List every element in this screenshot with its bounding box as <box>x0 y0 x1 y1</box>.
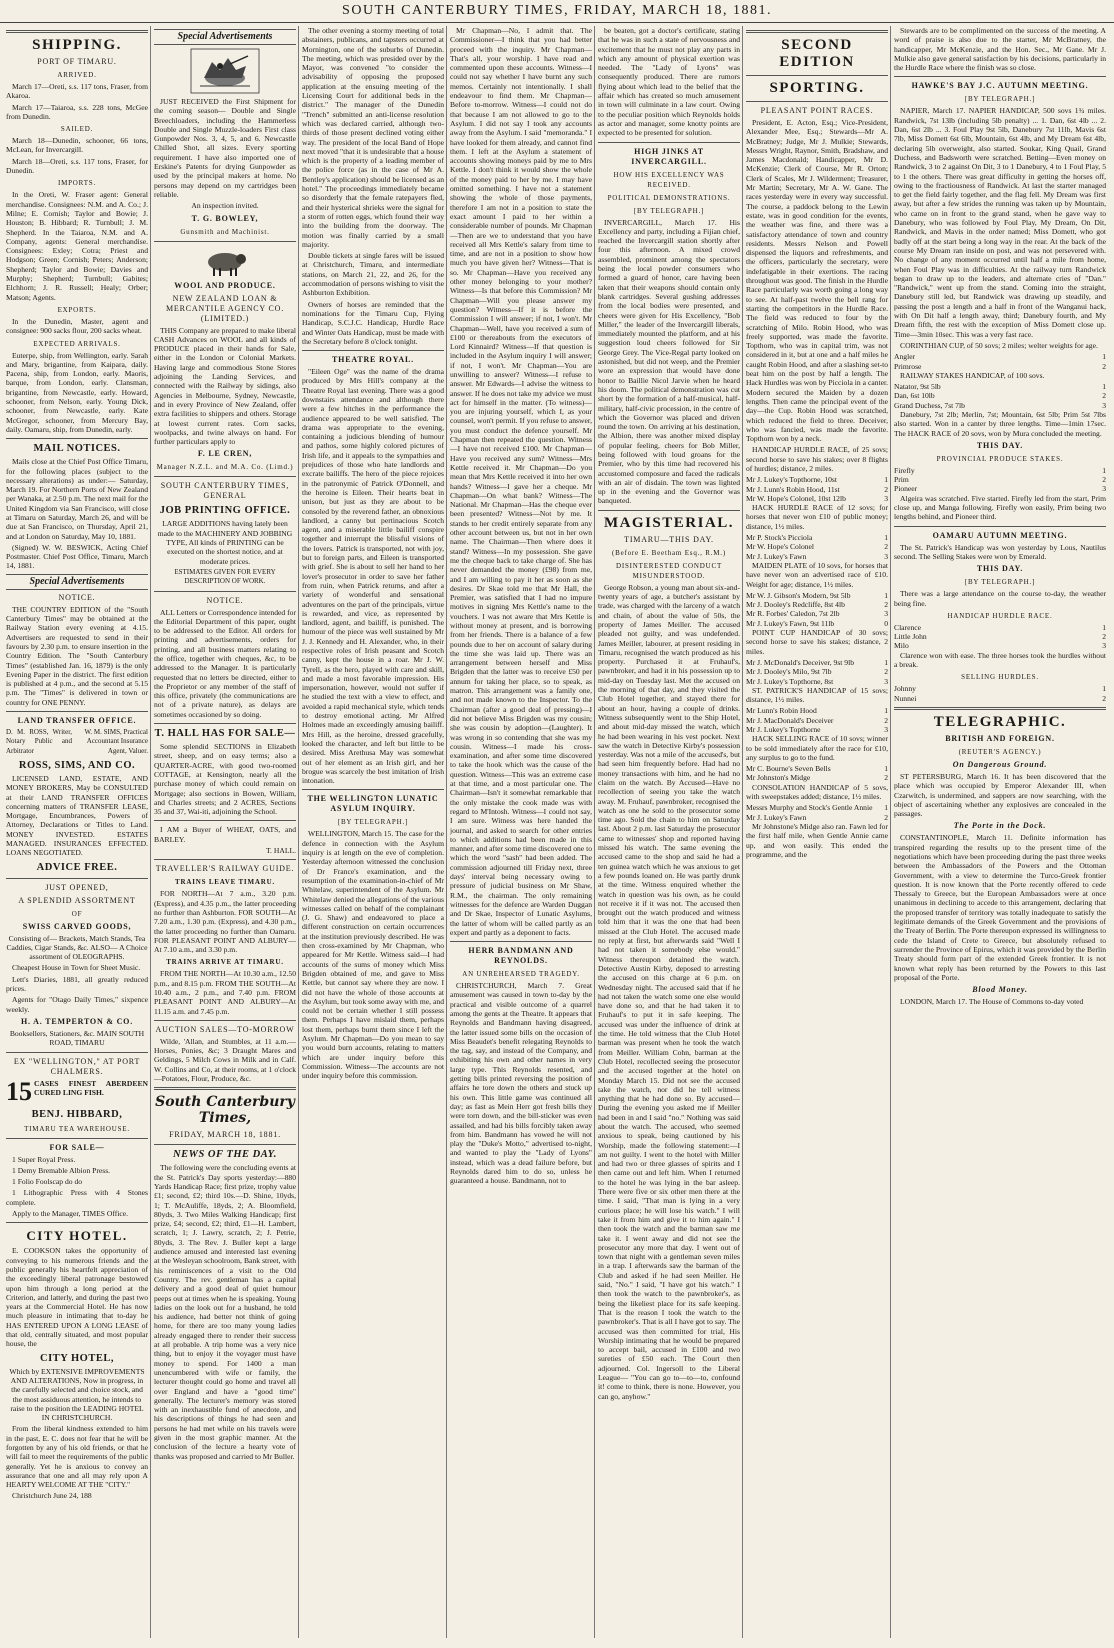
result-horse: Prim <box>894 475 909 485</box>
nzl-heading: NEW ZEALAND LOAN & MERCANTILE AGENCY CO. (LIMITED.) <box>165 293 285 323</box>
job-printing-heading: JOB PRINTING OFFICE. <box>159 505 291 517</box>
result-horse: Mr C. Bourne's Seven Bells <box>746 764 831 774</box>
hurdle-text: Clarence won with ease. The three horses took the hurdles without a break. <box>894 650 1106 670</box>
result-place: 3 <box>884 551 888 561</box>
exports-text: In the Dunedin, Master, agent and consignee: 900 sacks flour, 200 sacks wheat. <box>6 316 148 336</box>
race-results <box>746 445 888 822</box>
special-ads-heading: Special Advertisements <box>154 29 296 45</box>
pleasant-point-heading: PLEASANT POINT RACES. <box>760 106 874 115</box>
special-ads-heading: Special Advertisements <box>6 574 148 590</box>
hawkes-bay-text: NAPIER, March 17. NAPIER HANDICAP, 500 sovs 1¾ miles. Randwick, 7st 13lb (including 5lb penalty) ... 1. Dan, 6st 4lb ... 2. Dan, 6st 2lb ... 3. Foul Play 9st 5lb, Danebury 7st 11lb, Mavis 6st 7lb, Miss Domett 6st 6lb, Mountain, 6st 4lb, and My Dream 6st 4lb, declaring 5lb overweight, also started. Soukar, King Quail, Grand Duchess, and Badsworth were scratched. Betting—Even money on Randwick, 3 to 2 against On Dit, 3 to 1 Danebury, 4 to 1 Foul Play, 5 to 1 the others. There was great difficulty in getting the horses off, owing to the fractiousness of Randwick. At last the starter managed to get the field fairly together, and the flag fell. My Dream was first away, but after a few strides the running was taken up by Mountain, who came on in front to the grand stand, when he gave way to Danebury, who was followed by Foul Play, My Dream, On Dit, Randwick, and Mavis in the order named; Miss Domett, who got badly off at the start being a long way in the rear. At the back of the course My Dream ran inside on post, and was not persevered with. No change of any moment occurred until half a mile from home, when Foul Play was in difficulties. At the railway turn Randwick began to draw up to the leaders, and alternate cries of "Dan." "Randwick," went up from the stand. Coming into the straight, Danebury still led, but Randwick was drawing up steadily, and passing the post a length and a half in front of the Wanganui hack, with On Dit half a length away, third; Danebury fourth, and My Dream fifth, the rest with the exception of Miss Domett close up. Time—3min 10sec. This was a very fast race. <box>894 106 1106 339</box>
hawkes-bay-heading: HAWKE'S BAY J.C. AUTUMN MEETING. <box>911 81 1089 91</box>
lecren-sub: Manager N.Z.L. and M.A. Co. (Limd.) <box>156 463 294 472</box>
result-horse: Pioneer <box>894 484 918 494</box>
result-horse: Angler <box>894 352 916 362</box>
port-heading: PORT OF TIMARU. <box>37 57 117 66</box>
city-hotel-heading: CITY HOTEL. <box>26 1228 128 1244</box>
result-row <box>746 600 888 609</box>
double-rule <box>154 1087 296 1090</box>
for-sale-item: 1 Folio Foolscap do do <box>12 1177 83 1187</box>
result-place: 2 <box>884 773 888 783</box>
result-horse: Mr R. Forbes' Caledon, 7st 2lb <box>746 609 840 619</box>
trains-arrive-text: FROM THE NORTH—At 10.30 a.m., 12.50 p.m., and 8.15 p.m. FROM THE SOUTH—At 10.40 a.m., 2 p.m., and 7.40 p.m. FROM PLEASANT POINT AND ALBURY—At 11.15 a.m. and 7.45 p.m. <box>154 969 296 1016</box>
rule <box>6 438 148 439</box>
result-horse: Mr J. Lukey's Topthorne, 10st <box>746 475 837 485</box>
just-opened: JUST OPENED, <box>45 882 109 892</box>
buyer-text: I AM a Buyer of WHEAT, OATS, and BARLEY. <box>154 825 296 844</box>
gunsmith-inspection: An inspection invited. <box>191 201 259 211</box>
result-place: 1 <box>1102 352 1106 362</box>
rule <box>154 591 296 592</box>
land-transfer-partners <box>6 728 148 756</box>
column-4 <box>450 26 592 1638</box>
cases-text: CASES FINEST ABERDEEN CURED LING FISH. <box>34 1078 148 1097</box>
result-row <box>746 494 888 503</box>
temperton-text: Booksellers, Stationers, &c. MAIN SOUTH ROAD, TIMARU <box>9 1028 145 1048</box>
article-text: The other evening a stormy meeting of total abstainers, publicans, and tapsters occurred at Mornington, one of the suburbs of Dunedin. The meeting, which was presided over by the Mayor, was convened "to consider the advisability of opposing the proposed application at the ensuing meeting of the Licensing Court for additional beds in the district." The manager of the Dunedin "Trench" submitted an anti-license resolution which was declared carried, although two-thirds of those present declined voting either way. The president of the local Band of Hope next moved "that it is undesirable that a house which is the property of a leading member of the police force (as in the case of Mr A. Bentley's application) should be licensed as an hotel." The proceedings immediately became so disorderly that the female ratepayers fled, and their hysterical shrieks were the signal for a storm of rotten eggs, which found their way into the building from the doorway. The motion was finally carried by a small majority. <box>302 26 444 249</box>
advice-free: ADVICE FREE. <box>36 861 118 873</box>
column-1 <box>6 26 148 1638</box>
result-place: 3 <box>884 493 888 503</box>
column-5 <box>598 26 740 1638</box>
rule <box>598 510 740 511</box>
race-name: HACK SELLING RACE of 10 sovs; winner to be sold immediately after the race for £10, any surplus to go to the fund. <box>746 734 888 762</box>
rule <box>746 75 888 76</box>
result-place: 3 <box>884 725 888 734</box>
notice-heading: NOTICE. <box>58 592 96 602</box>
news-text: The following were the concluding events at the St. Patrick's Day sports yesterday:—880 Yards Handicap Race; first prize, trophy value £1; second, £2; third 10s.—D. Shine, 10yds, 1; T. McAuliffe, 18yds, 2; A. Bloomfield, 80yds, 3. Two Miles Walking Handicap; first prize, £4; second, £2; third, £1—H. Lambert, scratch, 1; J. Lawry, scratch, 2; J. Petrie, 80yds, 3. The Rev. J. Buller kept a large audience amused and interested last evening at the Wesleyan schoolroom, Bank street, with his reminiscences of a visit to the Old Country. The rev. gentleman has a capital delivery and a good deal of quiet humour peeps out at times when he is speaking. Young ladies on the look out for a husband, he told his audience, had better not think of going home, for there are too many young ladies already engaged there to render their success at all probable. A trip home was a very nice thing, but to enjoy it the voyager must have money to spend. For 1400 a man unencumbered with wife or family, the lecturer thought could go home and travel all over England and have a "good time" generally. The lecturer's memory was stored with an inexhaustible fund of anecdote, and his descriptions of things he had seen and persons he had met while on his travels were given in the most graphic manner. At the conclusion of the lecture a hearty vote of thanks was proposed and carried to Mr Buller. <box>154 1163 296 1461</box>
rule <box>6 1222 148 1223</box>
rule <box>154 476 296 477</box>
result-horse: Mr J. Dooley's Milo, 9st 7lb <box>746 667 832 677</box>
for-sale-item: 1 Super Royal Press. <box>12 1154 76 1164</box>
land-transfer-heading: LAND TRANSFER OFFICE. <box>17 716 137 726</box>
result-place: 2 <box>884 667 888 677</box>
result-place: 1 <box>1102 622 1106 632</box>
result-row <box>746 667 888 676</box>
result-place: 3 <box>884 609 888 619</box>
porte-heading: The Porte in the Dock. <box>953 821 1047 831</box>
bandmann-sub: AN UNREHEARSED TRAGEDY. <box>462 970 580 979</box>
rule <box>154 1020 296 1021</box>
sct-heading: SOUTH CANTERBURY TIMES, GENERAL <box>160 481 290 501</box>
trains-arrive-heading: TRAINS ARRIVE AT TIMARU. <box>166 958 284 967</box>
result-row <box>746 706 888 715</box>
auction-text: Wilde, 'Allan, and Stumbles, at 11 a.m.—Horses, Ponies, &c; 3 Draught Mares and Geldings, 5 Milch Cows in Milk and in Calf. W. Collins and Co, at their rooms, at 1 o'clock—Potatoes, Flour, Produce, &c. <box>154 1036 296 1084</box>
result-row <box>894 694 1106 703</box>
result-place: 1 <box>884 657 888 667</box>
article-text: Owners of horses are reminded that the nominations for the Timaru Cup, Flying Handicap, S.C.J.C. Handicap, Hurdle Race and Winter Oats Handicap, must be made with the Secretary before 8 o'clock tonight. <box>302 299 444 346</box>
british-foreign-heading: BRITISH AND FOREIGN. <box>945 733 1055 743</box>
result-horse: Mr J. Dooley's Redcliffe, 8st 4lb <box>746 600 845 610</box>
result-place: 1 <box>884 533 888 543</box>
swiss-text: Consisting of— Brackets, Match Stands, Tea Caddies, Cigar Stands, &c. ALSO— A Choice assortment of OLEOGRAPHS. <box>6 933 148 962</box>
race-name: RAILWAY STAKES HANDICAP, of 100 sovs. <box>900 370 1045 380</box>
result-horse: Mr W. Hope's Colonel, 10st 12lb <box>746 493 846 503</box>
result-row <box>746 475 888 484</box>
theatre-text: "Eileen Oge" was the name of the drama produced by Mrs Hill's company at the Theatre Royal last evening. There was a good downstairs attendance and although there were a few hitches in the performance the audience appeared to be well satisfied. The drama was appropriate to the evening, containing a judicious blending of humour and pathos, some highly colored pictures of Irish life, and it appeals to the sympathies and prejudices of those who hate landlords and excrate bailiffs. The hero of the piece rejoices in the patronymic of Patrick O'Donnell, and the heroine is Eileen. Their hearts beat in unison, but just as they are about to be consoled by the reverend father, an obnoxious landlord, a canny but pertinacious Scotch agent, and a miserable little bailiff conspire together and interrupt the blissful visions of the lovers. Patrick is transported, not with joy, but to foreign parts, and Eileen is transported with grief. She is about to sell her hand to her lover's prosecutor in order to save her father from ruin, when Patrick returns, and after a variety of wonderful and sensational adventures on the part of the principals, virtue is rewarded, and vice, as represented by landlord, agent, and bailiff, is punished. The humour of the piece was well sustained by Mr J. J. Kennedy and H. Alexander, who, in their respective roles of Irish peasant and Scotch canny, kept the house in a roar. Mr J. W. Tyrell, as the hero, played with care and skill, and made a most favorable impression. His impersonation, however, would not suffer if he studied the text with a view to effect, and avoided a rapid mechanical style, which tends to destroy emotional acting. Mr Alfred Holmes made an exceedingly amusing bailiff. Mrs Hill, as the heroine, dressed gracefully, looked the character, and left but little to be desired. Miss Arethusa May was somewhat out of her element as an Irish girl, and her brogue was scarcely the best imitation of Irish intonation. <box>302 367 444 786</box>
result-horse: Little John <box>894 632 927 642</box>
rule <box>154 1144 296 1145</box>
bowley-sub: Gunsmith and Machinist. <box>180 227 270 236</box>
result-place: 3 <box>1102 484 1106 494</box>
result-row <box>746 619 888 628</box>
column-2 <box>154 26 296 1638</box>
result-place: 2 <box>884 484 888 494</box>
result-place: 3 <box>1102 641 1106 651</box>
result-horse: Messrs Murphy and Stock's Gentle Annie <box>746 803 873 813</box>
notice-heading: NOTICE. <box>206 595 244 605</box>
result-row <box>894 401 1106 410</box>
arrived-item: March 17—Taiaroa, s.s. 228 tons, McGee from Dunedin. <box>6 102 148 121</box>
result-horse: Johnny <box>894 684 916 694</box>
sporting-heading: SPORTING. <box>769 80 865 96</box>
result-place: 1 <box>1102 465 1106 475</box>
result-row <box>894 362 1106 371</box>
column-3 <box>302 26 444 1638</box>
result-horse: Mr J. Lukey's Topthorne, 8st <box>746 676 834 686</box>
mail-text: Mails close at the Chief Post Office Timaru, for the following places (subject to the necessary alterations) as under:— Saturday, March 19. For Northern Ports of New Zealand per Wanaka, at 2.50 p.m. The next mail for the United Kingdom via San Francisco, will close at Timaru on Saturday, March 26, and will be due at San Francisco, on Thursday, April 21, and at London on Saturday, May 10, 1881. <box>6 457 148 541</box>
selling-heading: SELLING HURDLES. <box>961 673 1039 682</box>
sailed-item: March 18—Dunedin, schooner, 66 tons, McLean, for Invercargill. <box>6 136 148 155</box>
jinks-text: INVERCARGILL, March 17. His Excellency and party, including a Fijian chief, reached the Invercargill station shortly after four this afternoon. A mixed crowd assembled, prominent among the spectators being the local powder consumers who formed a guard of honor, care having been taken that their weapons should contain only blank cartridges. Several gushing addresses from the local bodies were presented, and cheers were given for His Excellency, "Bob Miller," the leader of the Invercargill liberals, immediately mounted the platform, and at his suggestion loud cheers followed for Sir George Grey. The Vice-Regal party looked on astonished, but did not weep, and the Premier wore an expression that would have done honor to Baillie Nicol Jarvie when he heard his doom. The political demonstration was cut short by the formation of a half-musical, half-military, half-civic procession, in the centre of which the Governor was placed and driven round the town. On arriving at his destination, the Albion, there was another mixed display of popular feeling, cheers for Bob Miller, being followed with loud groans for the Premier, who by this time had recovered his accustomed composure and faced the radicals with an air of disdain. The town was lighted up in the evening and the Governor was banqueted. <box>598 217 740 506</box>
arrived-item: March 17—Oreti, s.s. 117 tons, Fraser, from Akaroa. <box>6 82 148 101</box>
apply-text: Apply to the Manager, TIMES Office. <box>12 1209 129 1219</box>
rule <box>154 859 296 860</box>
wool-heading: WOOL AND PRODUCE. <box>174 280 276 290</box>
magisterial-sub: TIMARU—THIS DAY. <box>624 534 714 544</box>
hawkes-bay-telegraph: [BY TELEGRAPH.] <box>964 95 1036 104</box>
result-place: 2 <box>884 600 888 610</box>
column-divider <box>594 26 595 1638</box>
result-horse: Primrose <box>894 361 922 371</box>
result-place: 2 <box>884 715 888 725</box>
result-row <box>894 466 1106 475</box>
column-7 <box>894 26 1106 1638</box>
race-name: HACK HURDLE RACE of 12 sovs; for horses that never won £10 of public money; distance, 1½ miles. <box>746 503 888 531</box>
jinks-telegraph: [BY TELEGRAPH.] <box>633 206 705 215</box>
column-divider <box>742 26 743 1638</box>
race-name: HANDICAP HURDLE RACE, of 25 sovs; second horse to save his stakes; over 8 flights of hurdles; distance, 2 miles. <box>746 445 888 473</box>
result-horse: Mr J. McDonald's Deceiver, 9st 9lb <box>746 657 854 667</box>
result-row <box>746 813 888 822</box>
agents-text: Agents for "Otago Daily Times," sixpence weekly. <box>6 995 148 1014</box>
trains-leave-text: FOR NORTH—At 7 a.m., 3.20 p.m. (Express), and 4.35 p.m., the latter proceeding no further than Ashburton. FOR SOUTH—At 7.20 a.m., 1.30 p.m. (Express), and 4.30 p.m., the latter proceeding no further than Oamaru. FOR PLEASANT POINT AND ALBURY—At 7.10 a.m., and 3.30 p.m. <box>154 889 296 955</box>
wellington-heading: EX "WELLINGTON," AT PORT CHALMERS. <box>13 1056 141 1076</box>
result-place: 1 <box>884 475 888 485</box>
column-divider <box>298 26 299 1638</box>
rule <box>302 350 444 351</box>
result-row <box>894 391 1106 400</box>
lecren-name: F. LE CREN, <box>197 449 253 459</box>
city-hotel-text: E. COOKSON takes the opportunity of conveying to his numerous friends and the public generally his heartfelt appreciation of the exceedingly liberal patronage bestowed upon him through a long period at the Criterion, and latterly, and during the past two years at the Commercial Hotel. He has now much pleasure in intimating that to-day he HAS ENTERED UPON A LONG LEASE of that old, centrally situated, and most popular house, the <box>6 1246 148 1349</box>
double-rule <box>894 707 1106 710</box>
trains-leave-heading: TRAINS LEAVE TIMARU. <box>175 878 275 887</box>
city-hotel-text-3: From the liberal kindness extended to him in the past, E. C. does not fear that he will be forgotten by any of his old friends, or that he will fail to meet the requirements of the public generally. Yet he is anxious to convey an assurance that one and all may rely upon A HEARTY WELCOME AT THE "CITY." <box>6 1424 148 1490</box>
blood-money-text: LONDON, March 17. The House of Commons to-day voted <box>900 997 1084 1007</box>
railway-guide-heading: TRAVELLER'S RAILWAY GUIDE. <box>155 864 295 874</box>
mail-signature: (Signed) W. W. BESWICK, Acting Chief Postmaster. Chief Post Office, Timaru, March 14, 1881. <box>6 542 148 571</box>
expected-text: Euterpe, ship, from Wellington, early. Sarah and Mary, brigantine, from Kaipara, daily. Pacena, ship, from London, early. Maoris, barque, from London, early. Clansman, brigantine, from Newcastle, early. Howard, schooner, from Nelson, early. Young Dick, schooner, from Newcastle, early. Kate McGregor, schooner, from Mercury Bay, daily. Oamaru, ship, from Dunedin, early. <box>6 350 148 434</box>
race-name: CONSOLATION HANDICAP of 5 sovs, with sweepstakes added; distance, 1½ miles. <box>746 782 888 802</box>
auction-heading: AUCTION SALES—TO-MORROW <box>155 1024 295 1034</box>
pleasant-point-text: President, E. Acton, Esq.; Vice-President, Alexander Mee, Esq.; Stewards—Mr A. McBratney; Judge, Mr J. Mulkie; Stewards, Messrs Wright, Raynor, Smith, Bradshaw, and James Macdonald; Handicapper, Mr D. McKenzie; Clerk of Course, Mr R. Orton; Clerk of Scales, Mr J. Wilderment; Treasurer, Mr Martin; Secretary, Mr A. W. Gane. The races yesterday were in every way successful. The course, a paddock belong to the Lewin estate, was in good condition for the events, the weather was fine, and there was a satisfactory attendance of town and country residents. Messrs Nelson and Powell dispensed the liquors and refreshments, and the officers, particularly the secretary, were indefatigable in their exertions. The racing throughout was good. The finish in the Hurdle Race particularly was worth going a long way to see. At half-past twelve the bell rang for starting the competitors in the Hurdle Race. The field was reduced to four by the scratching of Milo. Robin Hood, who was freely supported, was made the favorite. Topthorn, who was in capital trim, was not considered in it, but at one and a half miles he caught Robin Hood, and after a slashing set-to beat him on the post by half a length. The Hack Hurdles was won by Picciola in a canter. Modern secured the Maiden by a dozen lengths. Then came the principal event of the day—the Cup. Robin Hood was scratched, which reduced the field to three. Deceiver, who was fancied, was made the favorite. Topthorn won by a neck. <box>746 118 888 444</box>
race-name: POINT CUP HANDICAP of 30 sovs; second horse to save his stakes; distance, 2 miles. <box>746 628 888 656</box>
race-name: ST. PATRICK'S HANDICAP of 15 sovs; distance, 1½ miles. <box>746 685 888 705</box>
telegraphic-heading: TELEGRAPHIC. <box>933 713 1067 730</box>
sailed-item: March 18—Oreti, s.s. 117 tons, Fraser, for Dunedin. <box>6 156 148 176</box>
result-row <box>894 641 1106 650</box>
imports-text: In the Oreti, W. Fraser agent: General merchandise. Consignees: N.M. and A. Co.; J. Milne; E. Cornish; Taylor and Bowie; J. Houston; B. Hibbard; R. Turnbull; J. M. Shepherd. In the Taiaroa, N.M. and A. Company, agents: General merchandise. Consignees: Exley; Cotra; Priest and Hodgson; Green; Cornish; Peters; Anderson; Shepherd; Taylor and Bowie; Davies and Murphy; Shepherd; Turnbull; Gabites; Elchhorn; J. R. Russell; Healy; Orber; Matson; Agents. <box>6 190 148 302</box>
column-divider <box>446 26 447 1638</box>
theatre-heading: THEATRE ROYAL. <box>332 355 414 365</box>
hibbard-heading: BENJ. HIBBARD, <box>31 1108 123 1120</box>
result-row <box>894 623 1106 632</box>
result-row <box>894 475 1106 484</box>
rule <box>6 1052 148 1053</box>
gunsmith-text: JUST RECEIVED the First Shipment for the coming season— Double and Single Breechloaders, including the Hammerless Double and Single Muzzle-loaders First class Gunpowder Nos. 3, 4, 5, and 6. Newcastle Chilled Shot, all sizes. Every sporting requirement. I have also imported one of Erskine's Patents for drying Gunpowder as used by the principal makers at home. No persons may depend on my cartridges been reliable. <box>154 97 296 199</box>
lunatic-heading: THE WELLINGTON LUNATIC ASYLUM INQUIRY. <box>307 794 439 814</box>
imports-heading: IMPORTS. <box>57 179 97 188</box>
jinks-heading: HIGH JINKS AT INVERCARGILL. <box>631 146 707 166</box>
jinks-sub-2: POLITICAL DEMONSTRATIONS. <box>607 193 731 202</box>
hibbard-sub: TIMARU TEA WAREHOUSE. <box>24 1124 130 1133</box>
result-row <box>894 484 1106 493</box>
this-day-heading: THIS DAY. <box>976 440 1024 450</box>
result-row <box>894 382 1106 391</box>
result-row <box>894 684 1106 693</box>
result-row <box>746 803 888 812</box>
rule <box>598 142 740 143</box>
rule <box>154 820 296 821</box>
rule <box>894 76 1106 77</box>
news-of-the-day-heading: NEWS OF THE DAY. <box>173 1149 277 1161</box>
rule <box>746 101 888 102</box>
city-hotel-date: Christchurch June 24, 188 <box>12 1491 92 1501</box>
rule <box>450 941 592 942</box>
bandmann-text: CHRISTCHURCH, March 7. Great amusement was caused in town to-day by the practical and visible outcome of a quarrel among the gents at the Theatre. It appears that Reynolds and Bandmann having disagreed, the latter issued some bills on the occasion of Miss Beaudet's benefit relegating Reynolds to the tag, say, and instead of the Company, and exhibiting his own and other names in very large type. This Reynolds resented, and getting bills printed reversing the position of affairs he tore down the others and stuck up his own. This little game was continued all day; as fast as Mein Herr got fresh bills they were torn down, and the bill-sticker was even assailed, and had his bills forcibly taken away from him. Bandmann has vowed he will not play the "Duke's Motto," advertised to-night, and wanted to play the "Lady of Lyons" instead, which was a dead failure before, but Reynolds dared him to do so, unless he guaranteed a house. Bandmann, not to <box>450 981 592 1186</box>
provincial-text: Algeira was scratched. Five started. Firefly led from the start, Prim close up, and Manga following. Firefly won easily, Prim being two lengths behind, and Pioneer third. <box>894 493 1106 522</box>
hurdle-results <box>894 623 1106 651</box>
double-rule <box>746 30 888 33</box>
rule <box>894 526 1106 527</box>
magisterial-before: (Before E. Beetham Esq., R.M.) <box>611 548 726 557</box>
article-text: Double tickets at single fares will be issued at Christchurch, Timaru, and intermediate stations, on March 21, 22, and 26, for the accommodation of persons wishing to visit the Ashburton Exhibition. <box>302 251 444 298</box>
pleasant-point-end: Mr Johnstone's Midge also ran. Fawn led for the first half mile, when Gentle Annie came up, and won easily. This ended the programme, and the <box>746 821 888 859</box>
result-place: 1 <box>884 803 888 813</box>
estimates-text: ESTIMATES GIVEN FOR EVERY DESCRIPTION OF WORK. <box>174 567 276 586</box>
city-hotel-name: CITY HOTEL, <box>40 1352 114 1364</box>
result-place: 0 <box>884 618 888 628</box>
notice-text: THE COUNTRY EDITION of the "South Canterbury Times" may be obtained at the Railway Station every evening at 4.15. Advertisers are requested to send in their favours by 2.30 p.m. to ensure insertion in the Country Edition. The "South Canterbury Times" (established Jan. 16, 1879) is the only Evening Paper in the district. The first edition is published at 4 p.m., and the second at 5.15 p.m. The "Times" is delivered in town or country for ONE PENNY. <box>6 604 148 707</box>
result-row <box>746 591 888 600</box>
column-6 <box>746 26 888 1638</box>
nzl-text: THIS Company are prepared to make liberal CASH Advances on WOOL and all kinds of PRODUCE placed in their hands for Sale, either in the London or Colonial Markets. Having large and commodious Stone Stores adjoining the Landing Services, and connected with the Railway by sidings, also Agencies in Melbourne, Sydney, Newcastle, and in every Province of New Zealand, offer extra facilities to shippers and others. Storage at lowest current rates. Corn sacks, woolpacks, and twine always on hand. For further particulars apply to <box>154 325 296 447</box>
cases-number: 15 <box>6 1078 32 1105</box>
this-day-heading-2: THIS DAY. <box>976 564 1024 574</box>
cases-ad <box>6 1079 148 1105</box>
result-row <box>746 542 888 551</box>
rule <box>154 723 296 724</box>
sailed-heading: SAILED. <box>60 125 94 134</box>
hawkes-results <box>894 341 1106 410</box>
for-sale-heading: FOR SALE— <box>49 1142 105 1152</box>
rule <box>6 711 148 712</box>
temperton-heading: H. A. TEMPERTON & CO. <box>20 1016 133 1026</box>
result-row <box>746 725 888 734</box>
bandmann-heading: HERR BANDMANN AND REYNOLDS. <box>468 946 574 966</box>
mail-heading: MAIL NOTICES. <box>33 443 121 455</box>
expected-heading: EXPECTED ARRIVALS. <box>33 339 121 348</box>
result-row <box>894 632 1106 641</box>
danger-text: ST PETERSBURG, March 16. It has been discovered that the place which was occupied by Emperor Alexander III, when Czarwitch, is undermined, and sappers are now searching, with the object of ascertaining whether any explosives are concealed in the passages. <box>894 771 1106 819</box>
oamaru-heading: OAMARU AUTUMN MEETING. <box>932 530 1068 540</box>
blood-money-heading: Blood Money. <box>972 985 1028 995</box>
result-horse: Grand Duchess, 7st 7lb <box>894 400 965 410</box>
rule <box>6 1138 148 1139</box>
sheep-woodcut-image <box>197 246 253 278</box>
result-horse: Mr W. Hope's Colonel <box>746 542 815 552</box>
column-divider <box>150 26 151 1638</box>
result-horse: Mr J. Lukey's Fawn, 9st 11lb <box>746 618 835 628</box>
partner-sims: W. M. SIMS, Practical Accountant Insurance Agent, Valuer. <box>84 728 148 755</box>
magisterial-case: DISINTERESTED CONDUCT MISUNDERSTOOD. <box>615 561 723 580</box>
result-place: 1 <box>884 590 888 600</box>
selling-results <box>894 684 1106 703</box>
bowley-heading: T. G. BOWLEY, <box>191 213 259 223</box>
lunatic-telegraph: [BY TELEGRAPH.] <box>337 818 409 827</box>
reuters-agency: (REUTER'S AGENCY.) <box>958 747 1042 756</box>
result-horse: Mr J. Lukey's Fawn <box>746 551 807 561</box>
result-horse: Mr Johnston's Midge <box>746 773 811 783</box>
result-horse: Mr W. J. Gibson's Modern, 9st 5lb <box>746 590 851 600</box>
ross-sims-heading: ROSS, SIMS, AND CO. <box>18 759 136 771</box>
result-horse: Mr Lunn's Robin Hood <box>746 706 817 716</box>
this-day-telegraph: [BY TELEGRAPH.] <box>964 578 1036 587</box>
oamaru-text: The St. Patrick's Handicap was won yesterday by Lous, Nautilus second. The Selling Stakes were won by Emerald. <box>894 542 1106 561</box>
rule <box>154 241 296 242</box>
ross-sims-text: LICENSED LAND, ESTATE, AND MONEY BROKERS, May be CONSULTED at their LAND TRANSFER OFFICES concerning matters of TRANSFER LEASE, Mortgage, Encumbrances, Powers of Attorney, Declarations or Titles to Land. MONEY INVESTED. ESTATES MANAGED. INSURANCES EFFECTED. LOANS NEGOTIATED. <box>6 773 148 858</box>
result-horse: Natator, 9st 5lb <box>894 382 941 392</box>
swiss-heading: SWISS CARVED GOODS, <box>22 921 132 931</box>
shipping-heading: SHIPPING. <box>32 37 122 53</box>
for-sale-item: 1 Demy Bremable Albion Press. <box>12 1165 111 1175</box>
buyer-signature: T. HALL. <box>265 846 296 856</box>
result-horse: Mr J. Lukey's Fawn <box>746 812 807 822</box>
result-horse: Nunnei <box>894 693 917 703</box>
article-text: Stewards are to be complimented on the success of the meeting. A word of praise is also due to the starter, Mr McBratney, the handicapper, Mr McKenzie, and the Hon. Sec., Mr Gane. Mr J. Mulkie also gave general satisfaction by his decisions, particularly in the Hurdle Race where the finish was so close. <box>894 26 1106 73</box>
result-horse: Mr J. MacDonald's Deceiver <box>746 715 834 725</box>
paper-date: FRIDAY, MARCH 18, 1881. <box>169 1130 281 1140</box>
result-row <box>746 533 888 542</box>
result-horse: Mr J. Lunn's Robin Hood, 11st <box>746 484 840 494</box>
gunsmith-woodcut-image <box>190 48 260 94</box>
of-label: OF <box>71 909 83 918</box>
result-horse: Mr J. Lukey's Topthorne <box>746 725 821 734</box>
danger-heading: On Dangerous Ground. <box>952 759 1048 769</box>
result-place: 2 <box>1102 475 1106 485</box>
result-place: 2 <box>1102 632 1106 642</box>
thall-text: Some splendid SECTIONS in Elizabeth street, sheep, and on easy terms; also a QUARTER-ACRE, with good two-roomed COTTAGE, at Kensington, nearly all the purchase money of which could remain on Mortgage; also sections in Bowen, William, and Charles streets; and 2 ACRES, Sections 35 and 37, Wai-iti, adjoining the School. <box>154 742 296 817</box>
magisterial-text: George Robson, a young man about six-and-twenty years of age, a butcher's assistant by trade, was charged with the larceny of a watch and chain, of about the value of 50s, the property of James Meiller. The accused pleaded not guilty, and was undefended. James Meiller, labourer, at present residing in Timaru, recognised the watch produced as his property. Purchased it at Fruhauf's, pawnbroker, and had it in his possession up to mid-day on Tuesday last. Met the accused on the morning of that day, and they visited the Club Hotel together, and stayed there for about an hour, having a couple of drinks. Witness subsequently went to the Ship Hotel, and about mid-day missed the watch, which he had been wearing in his vest pocket. Next saw the watch in Detective Kirby's possession yesterday. Was not a mile of the accused's, but had seen him frequently before. Had had no money transactions with him, and he had no claim on the watch. By Accused—Have no recollection of seeing you take the watch away. M. Fruhauf, pawnbroker, recognised the watch as one he sold to the prosecutor some time ago. Sold the chain to him on Saturday last. About 2 p.m. last Saturday the prosecutor came to witnesses' shop and reported having missed his watch. The same evening the accused came to the shop and said he had a ten guinea watch which he was anxious to get a few pounds loaned on. He was partly drunk at the time. Witness enquired whether the watch in question was his own, as he could not receive it if it was not. The accused then brought out the watch produced and witness told him that it was the one that had been missed at the Club Hotel. The accused made no reply at first, but afterwards said "Well I had not taken it somebody else would." Witness thereupon detained the watch. Detective Austin Kirby, deposed to arresting the accused on this charge at 6 p.m. on Wednesday night. The accused said that if he had not taken the watch some one else would have done so, and that he had taken it to Fruhauf's to put it in safe keeping. The accused was under the influence of drink at the time. He told witness that the Club Hotel barman was present when he took the watch from Meiller. William Cohn, barman at the Club Hotel, recollected seeing the prosecutor and the accused together at the hotel on Monday March 15. Did not see the accused take the watch, nor did he tell witness anything that he had done so. By accused—During the evening you asked me if Meiller had been in and I said "no." Nothing was said about the watch. The accused, who seemed anxious to speak, being cautioned by his Worship, made the following statement:—I am not guilty. I went to the hotel with Miller and had two or three glasses of spirits and I then came out and left him. When I returned to the hotel he was lying in the bar asleep. There were five or six other men there at the time. I said, "That man is lying in a very curious place; he will lose his watch." I will take it from him and give it to him again." I then took the watch and the barman saw me take it. I went away and did not see the prosecutor any more that day. I went out of town that night with a gentleman seven miles in a trap. I afterwards saw the barman of the Club and asked if he had seen Meiller. He said, "No." I said, "I have got his watch." I then took the watch to the pawnbroker's, as being the likeliest place for its safe keeping. That is the reason I took the watch to the pawnbroker's. That is all I have got to say. The accused was then committed for trial, His Worship intimating that he would be prepared to accept bail, accused in £100 and two sureties of £50 each. The Court then adjourned. Col. Ingersoll to the Liberal League— "You can go to—to—to, confound it! come to think, there is none. However, you can go, anyhow." <box>598 582 740 1401</box>
result-place: 2 <box>884 542 888 552</box>
column-divider <box>890 26 891 1638</box>
double-rule <box>6 30 148 33</box>
result-place: 1 <box>884 706 888 716</box>
partner-ross: D. M. ROSS, Writer, Notary Public and Arbitrator <box>6 728 72 755</box>
paper-title: South Canterbury Times, <box>155 1094 295 1127</box>
this-day-text: There was a large attendance on the course to-day, the weather being fine. <box>894 589 1106 608</box>
cheapest-text: Cheapest House in Town for Sheet Music. <box>12 963 141 973</box>
result-row <box>746 552 888 561</box>
exports-heading: EXPORTS. <box>57 305 97 314</box>
result-place: 2 <box>884 812 888 822</box>
result-place: 1 <box>884 764 888 774</box>
porte-text: CONSTANTINOPLE, March 11. Definite information has transpired regarding the results up to the present time of the negotiations which have been proceeding during the past three weeks between the Ambassadors of the Powers and the Ottoman Government, with a view to determine the Turco-Greek frontier question. It is now known that the Porte recently offered to cede Thessaly to Greece, but the European Ambassadors were at once unanimous in declining to accede to this arrangement, declaring that the proposed transfer of territory was totally inadequate to satisfy the legitimate demands of the Greek Government and the provisions of the Treaty of Berlin. The Porte thereupon expressed its willingness to cede the Island of Crete to Greece, but absolutely refused to surrender the Province of Epirus, which it was provided by the Berlin Treaty should form part of the extended Greek frontier. It is not known what reply has been returned by the Powers to this last proposal of the Porte. <box>894 833 1106 982</box>
result-row <box>746 764 888 773</box>
magisterial-heading: MAGISTERIAL. <box>603 514 735 531</box>
result-place: 2 <box>1102 391 1106 401</box>
result-horse: Mr P. Stock's Picciola <box>746 533 813 543</box>
result-place: 3 <box>884 676 888 686</box>
result-place: 1 <box>1102 684 1106 694</box>
result-place: 1 <box>1102 382 1106 392</box>
rule <box>6 878 148 879</box>
jinks-sub: HOW HIS EXCELLENCY WAS RECEIVED. <box>613 170 725 189</box>
result-horse: Clarence <box>894 622 921 632</box>
letts-text: Lett's Diaries, 1881, all greatly reduced prices. <box>6 974 148 994</box>
result-row <box>746 658 888 667</box>
result-horse: Dan, 6st 10lb <box>894 391 935 401</box>
article-text: be beaten, got a doctor's certificate, stating that he was in such a state of nervousness and excitement that he must not play any parts in which any amount of physical exertion was needed. The "Lady of Lyons" was consequently produced. There are rumors flying about which lead to the belief that the affair which has created so much amusement in town will culminate in a law court. Owing to the peculiar position which Reynolds holds as actor and manager, some knotty points are expected to be presented for solution. <box>598 26 740 138</box>
thall-heading: T. HALL HAS FOR SALE— <box>154 728 296 740</box>
result-row <box>746 716 888 725</box>
city-hotel-text-2: Which by EXTENSIVE IMPROVEMENTS AND ALTERATIONS, Now in progress, in the carefully selected and choice stock, and the most assiduous attention, he intends to raise to the position the LEADING HOTEL IN CHRISTCHURCH. <box>9 1366 145 1423</box>
result-row <box>746 677 888 686</box>
result-row <box>746 773 888 782</box>
job-printing-text: LARGE ADDITIONS having lately been made to the MACHINERY AND JOBBING TYPE, All kinds of PRINTING can be executed on the shortest notice, and at moderate prices. <box>157 519 293 566</box>
result-place: 3 <box>1102 400 1106 410</box>
result-horse: Firefly <box>894 465 915 475</box>
arrived-heading: ARRIVED. <box>57 71 97 79</box>
provincial-heading: PROVINCIAL PRODUCE STAKES. <box>936 454 1064 463</box>
race-name: CORINTHIAN CUP, of 50 sovs; 2 miles; welter weights for age. <box>900 340 1098 350</box>
for-sale-item: 1 Lithographic Press with 4 Stones complete. <box>6 1188 148 1207</box>
result-row <box>746 609 888 618</box>
notice-text: ALL Letters or Correspondence intended for the Editorial Department of this paper, ought to be addressed to the Editor. All orders for printing and advertisements, orders for printing, and all business matters relating to the office, together with cheques, &c, to be addressed to the Manager. It is particularly requested that no letters be directed, either to the Proprietor or any member of the staff of this office, privately (the communications are not of a private nature), as delays are sometimes occasioned by so doing. <box>154 607 296 719</box>
result-place: 2 <box>1102 693 1106 703</box>
inquiry-text: Mr Chapman—No, I admit that. The Commissioner—I think that you had better proceed with the inquiry. Mr Chapman—That's all, your worship. I have read and commented upon these accounts. Witness—I could not say whether I have burnt any such memos. Certainly not intentionally. I shall endeavour to find them. Mr Chapman—Before to-morrow. Witness—I could not do that because I am not allowed to go to the Asylum. I did not say I took any accounts away from the Asylum. I said "memoranda." I have looked for them already, and cannot find them. I left at the Asylum a statement of accounts showing moneys paid by me to Mrs Kettle. I don't think it would show the whole of the money paid to her by me. I may have omitted something. I have not a statement showing the whole of those payments, therefore I am not in a position to state the exact amount I paid to her within a considerable number of pounds. Mr Chapman—Then are we to understand that you have received all Mrs Kettle's salary from time to time, and are not in a position to show how much you have given her? Witness—That is so. Mr Chapman—Have you received any other money belonging to your mother? Witness—Is that before this Commission? Mr Chapman—Will you please answer my question? Witness—If it is before the Commission I will answer; if not, I won't. Mr Chapman—Well, have you received a sum of £100 or thereabouts from the executors of Lord Kinnaird? Witness—If that question is included in the Asylum inquiry I will answer; if not, I won't. Mr Chapman—You are unwilling to answer? Witness—I refuse to answer. Mr Edwards—I advise the witness to answer. If he does not take my advice we must act for himself in the matter. (To witness)—you are injuring yourself, which I, as your counsel, won't permit. If you refuse to answer, you must conduct the defence yourself. Mr Chapman then repeated the question. Witness—I have not received £100. Mr Chapman—Have you received any sum? Witness—Mrs Kettle received it. Mr Chapman—Do you mean that Mrs Kettle received it into her own hands? Witness—I gave her a cheque. Mr Chapman—On what bank? Witness—The National. Mr Chapman—Has the cheque ever been presented? Witness—Not by me. It stands to her credit entirely separate from any other account between us, but not in her own name. The Chairman—Then where does it stand? Witness—In my possession. She gave me the cheque back to take charge of. She has never demanded the money (£98) from me, and I am willing to pay it her as soon as she desires. Dr Skae told me that Mr Hall, the Premier, was satisfied that I had no impure motives in signing Mrs Kettle's name to the vouchers. I was not aware that Mrs Kettle is without money at present, and is borrowing from her friends. There is a balance of a few pounds due to her on account of salary during the time she was laid up. There was an arrangement between herself and Miss Brigden that the latter was to receive £50 per annum for taking her place, so to speak, as matron. This arrangement was a family one, and not made known to the Inspector. To the Chairman (after a good deal of pressing)—I did not believe Miss Brigden was my cousin; she was cousin by adoption—(Laughter). It was wrong in so contending that she was my cousin. Witness—I made his cross-examination, and after some time discovered to take the hook which was the cause of the question. Witness—This was an extreme case at that time, and a most particular one. The Chairman—Isn't it somewhat remarkable that the only mistake the cook made was with regard to M'Intosh. Witness—I could not say, I am sure. Witness was here handed the journal, and asked to search for other entries to which additions had been made in this manner, and after some time discovered one to which the word "sash" had been added. The commission adjourned till Friday next, three days' interval being necessary owing to pressure of judicial business on Mr Shaw, R.M., the chairman. The only remaining witnesses for the defence are Warden Duggan and Dr Skae, Inspector of Lunatic Asylums, the latter of whom will be called partly as an expert and partly as a deponent to facts. <box>450 26 592 937</box>
provincial-results <box>894 466 1106 494</box>
result-horse: Milo <box>894 641 909 651</box>
masthead: SOUTH CANTERBURY TIMES, FRIDAY, MARCH 18, 1881. <box>0 0 1114 23</box>
splendid: A SPLENDID ASSORTMENT <box>18 895 136 905</box>
lunatic-text: WELLINGTON, March 15. The case for the defence in connection with the Asylum inquiry is at length on the eve of completion. Yesterday afternoon witnessed the conclusion of Dr France's examination, and the resumption of the examination-in-chief of Mr Whitelaw, superintendent of the Asylum. Mr Whitelaw denied the allegations of the various witnesses called on behalf of the complainant (J. G. Shaw) and endeavored to place a different construction on certain occurrences at the institution previously described. He was then cross-examined by Mr Chapman, who appeared for Mr Kettle. Witness said—I had accounts of the sums of money which Miss Brigden obtained of me, and gave to Miss Kettle, but cannot say where they are now. I did not have the whole of those accounts at the Asylum, but took some away with me, and could not be certain whether I still possess them. Perhaps I have mislaid them, perhaps lost them, perhaps burnt them since I left the Asylum. Mr Chapman—Do you mean to say you would burn accounts, relating to matters which are under inquiry before this Commission. Witness—The accounts are not under inquiry before this commission. <box>302 829 444 1081</box>
hurdle-heading: HANDICAP HURDLE RACE. <box>947 611 1053 620</box>
hawkes-bay-end: Danebury, 7st 2lb; Merlin, 7st; Mountain, 6st 5lb; Prim 5st 7lbs also started. Won in a canter by three lengths. Time—1min 17sec. The HACK RACE of 20 sovs, won by Mura concluded the meeting. <box>894 409 1106 438</box>
result-row <box>894 352 1106 361</box>
result-place: 2 <box>1102 361 1106 371</box>
rule <box>302 789 444 790</box>
race-name: MAIDEN PLATE of 10 sovs, for horses that have never won an advertised race of £10. Weight for age; distance, 1½ miles. <box>746 560 888 589</box>
result-row <box>746 485 888 494</box>
second-edition-heading: SECOND EDITION <box>779 37 855 70</box>
